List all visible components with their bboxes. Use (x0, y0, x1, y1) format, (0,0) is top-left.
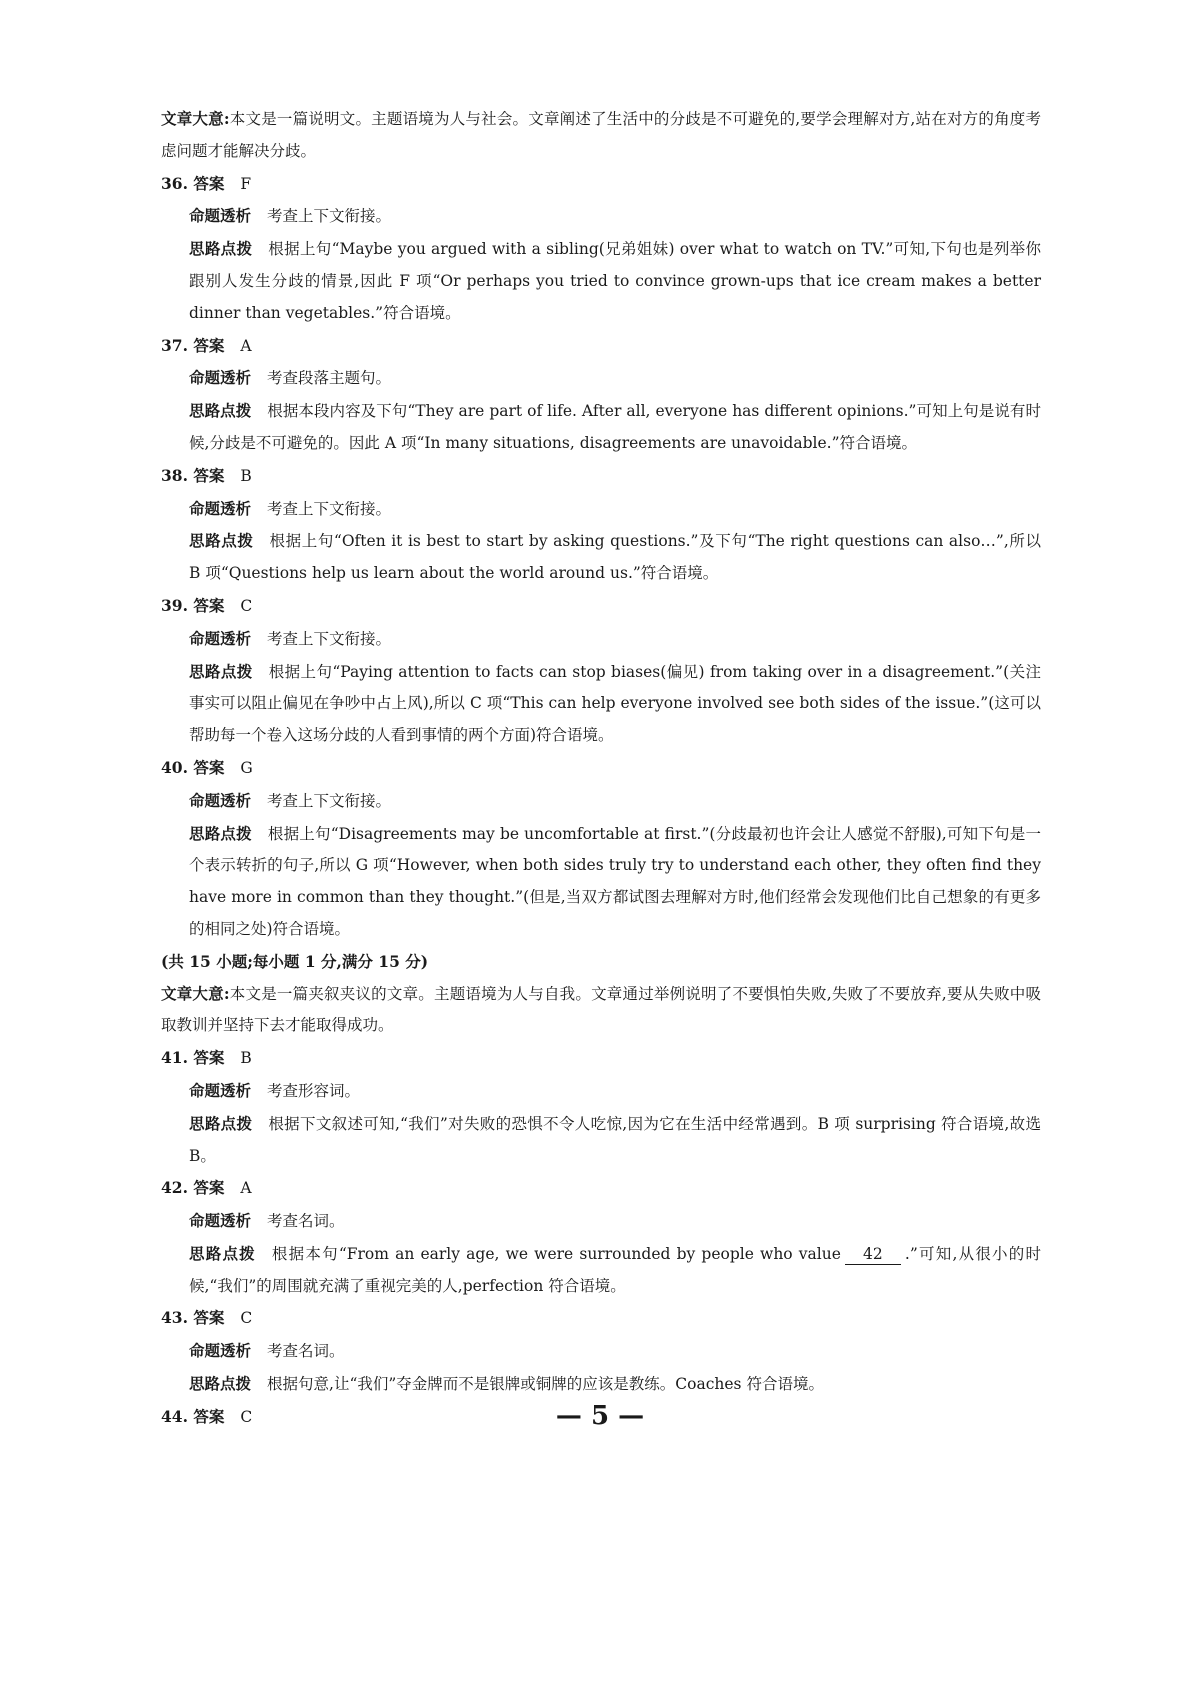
question-43-hint (161, 1368, 1041, 1401)
answer-letter: B (240, 466, 252, 485)
question-36-answer (161, 168, 1041, 201)
section-heading: (共 15 小题;每小题 1 分,满分 15 分) (161, 951, 429, 971)
question-38-answer (161, 460, 1041, 493)
page-number: — 5 — (555, 1401, 645, 1431)
question-38-hint (161, 525, 1041, 590)
answer-letter: C (240, 1309, 253, 1328)
hint-label: 思路点拨 (189, 401, 252, 421)
summary-label: 文章大意: (161, 109, 230, 128)
analysis-text: 考查上下文衔接。 (267, 207, 392, 226)
question-41-answer (161, 1042, 1041, 1075)
hint-text: 根据上句“Often it is best to start by asking questions.”及下句“The right questions can also…”,所以 B 项“Questions help us learn about the world around us.”符合语境。 (189, 532, 1041, 583)
question-number: 39. 答案 (161, 595, 225, 615)
analysis-label: 命题透析 (189, 790, 252, 810)
hint-text: 根据本段内容及下句“They are part of life. After all, everyone has different opinions.”可知上句是说有时候,分歧是不可避免的。因此 A 项“In many situations, disagreements are unavoidable.”符合语境。 (189, 402, 1041, 452)
answer-letter: G (240, 758, 253, 777)
answer-key-content (161, 103, 1041, 1434)
question-39-hint (161, 656, 1041, 752)
analysis-text: 考查名词。 (267, 1212, 345, 1231)
question-41-analysis (161, 1075, 1041, 1108)
hint-text: 根据上句“Disagreements may be uncomfortable at first.”(分歧最初也许会让人感觉不舒服),可知下句是一个表示转折的句子,所以 G 项“However, when both sides truly try to understand each other, they often find they have more in common than they thought.”(但是,当双方都试图去理解对方时,他们经常会发现他们比自己想象的有更多的相同之处)符合语境。 (189, 824, 1041, 938)
question-number: 44. 答案 (161, 1406, 225, 1426)
question-number: 42. 答案 (161, 1178, 225, 1198)
question-40-analysis (161, 785, 1041, 818)
question-37-analysis (161, 362, 1041, 395)
analysis-label: 命题透析 (189, 498, 252, 518)
analysis-label: 命题透析 (189, 628, 252, 648)
question-42-analysis (161, 1205, 1041, 1238)
question-43-answer (161, 1302, 1041, 1335)
hint-text: 根据句意,让“我们”夺金牌而不是银牌或铜牌的应该是教练。Coaches 符合语境。 (267, 1375, 824, 1394)
answer-letter: A (240, 336, 252, 355)
question-40-answer (161, 752, 1041, 785)
article-summary-1 (161, 103, 1041, 168)
analysis-label: 命题透析 (189, 1341, 252, 1361)
analysis-label: 命题透析 (189, 1080, 252, 1100)
hint-label: 思路点拨 (189, 1113, 253, 1133)
hint-label: 思路点拨 (189, 531, 254, 551)
analysis-label: 命题透析 (189, 206, 252, 226)
hint-text: 根据上句“Maybe you argued with a sibling(兄弟姐妹) over what to watch on TV.”可知,下句也是列举你跟别人发生分歧的情景,因此 F 项“Or perhaps you tried to convince grown-ups that ice cream makes a better dinner than vegetables.”符合语境。 (189, 240, 1041, 322)
question-number: 38. 答案 (161, 465, 225, 485)
question-number: 40. 答案 (161, 757, 225, 777)
analysis-text: 考查名词。 (267, 1342, 345, 1361)
question-42-answer (161, 1172, 1041, 1205)
hint-text: 根据下文叙述可知,“我们”对失败的恐惧不令人吃惊,因为它在生活中经常遇到。B 项 surprising 符合语境,故选 B。 (189, 1114, 1041, 1165)
question-number: 41. 答案 (161, 1048, 225, 1068)
analysis-text: 考查上下文衔接。 (267, 629, 392, 648)
hint-label: 思路点拨 (189, 823, 252, 843)
question-40-hint (161, 818, 1041, 946)
hint-label: 思路点拨 (189, 1374, 252, 1394)
question-41-hint (161, 1108, 1041, 1173)
question-37-hint (161, 395, 1041, 460)
blank-number: 42 (845, 1244, 901, 1265)
analysis-label: 命题透析 (189, 1211, 252, 1231)
answer-letter: A (240, 1179, 252, 1198)
question-number: 36. 答案 (161, 173, 225, 193)
question-37-answer (161, 330, 1041, 363)
hint-label: 思路点拨 (189, 239, 253, 259)
answer-letter: C (240, 596, 253, 615)
summary-text: 本文是一篇说明文。主题语境为人与社会。文章阐述了生活中的分歧是不可避免的,要学会理解对方,站在对方的角度考虑问题才能解决分歧。 (161, 110, 1041, 160)
question-42-hint (161, 1238, 1041, 1303)
analysis-label: 命题透析 (189, 368, 252, 388)
question-38-analysis (161, 493, 1041, 526)
question-number: 37. 答案 (161, 335, 225, 355)
summary-label: 文章大意: (161, 983, 230, 1003)
analysis-text: 考查形容词。 (267, 1081, 361, 1100)
question-number: 43. 答案 (161, 1308, 225, 1328)
hint-text-start: 根据本句“From an early age, we were surrounded by people who value (271, 1244, 841, 1263)
answer-letter: C (240, 1407, 253, 1426)
hint-label: 思路点拨 (189, 661, 253, 681)
question-39-answer (161, 590, 1041, 623)
analysis-text: 考查上下文衔接。 (267, 791, 392, 810)
hint-label: 思路点拨 (189, 1243, 256, 1263)
analysis-text: 考查段落主题句。 (267, 369, 392, 388)
hint-text: 根据上句“Paying attention to facts can stop biases(偏见) from taking over in a disagreement.”(关注事实可以阻止偏见在争吵中占上风),所以 C 项“This can help everyone involved see both sides of the issue.”(这可以帮助每一个卷入这场分歧的人看到事情的两个方面)符合语境。 (189, 662, 1041, 745)
question-39-analysis (161, 623, 1041, 656)
question-36-analysis (161, 200, 1041, 233)
analysis-text: 考查上下文衔接。 (267, 499, 392, 518)
answer-letter: F (240, 174, 252, 193)
hint-text-end: .”可知,从很小的时候,“我们”的周围就充满了重视完美的人,perfection 符合语境。 (189, 1244, 1042, 1295)
article-summary-2 (161, 978, 1041, 1043)
summary-text: 本文是一篇夹叙夹议的文章。主题语境为人与自我。文章通过举例说明了不要惧怕失败,失败了不要放弃,要从失败中吸取教训并坚持下去才能取得成功。 (161, 984, 1041, 1035)
answer-letter: B (240, 1049, 252, 1068)
question-43-analysis (161, 1335, 1041, 1368)
question-36-hint (161, 233, 1041, 329)
